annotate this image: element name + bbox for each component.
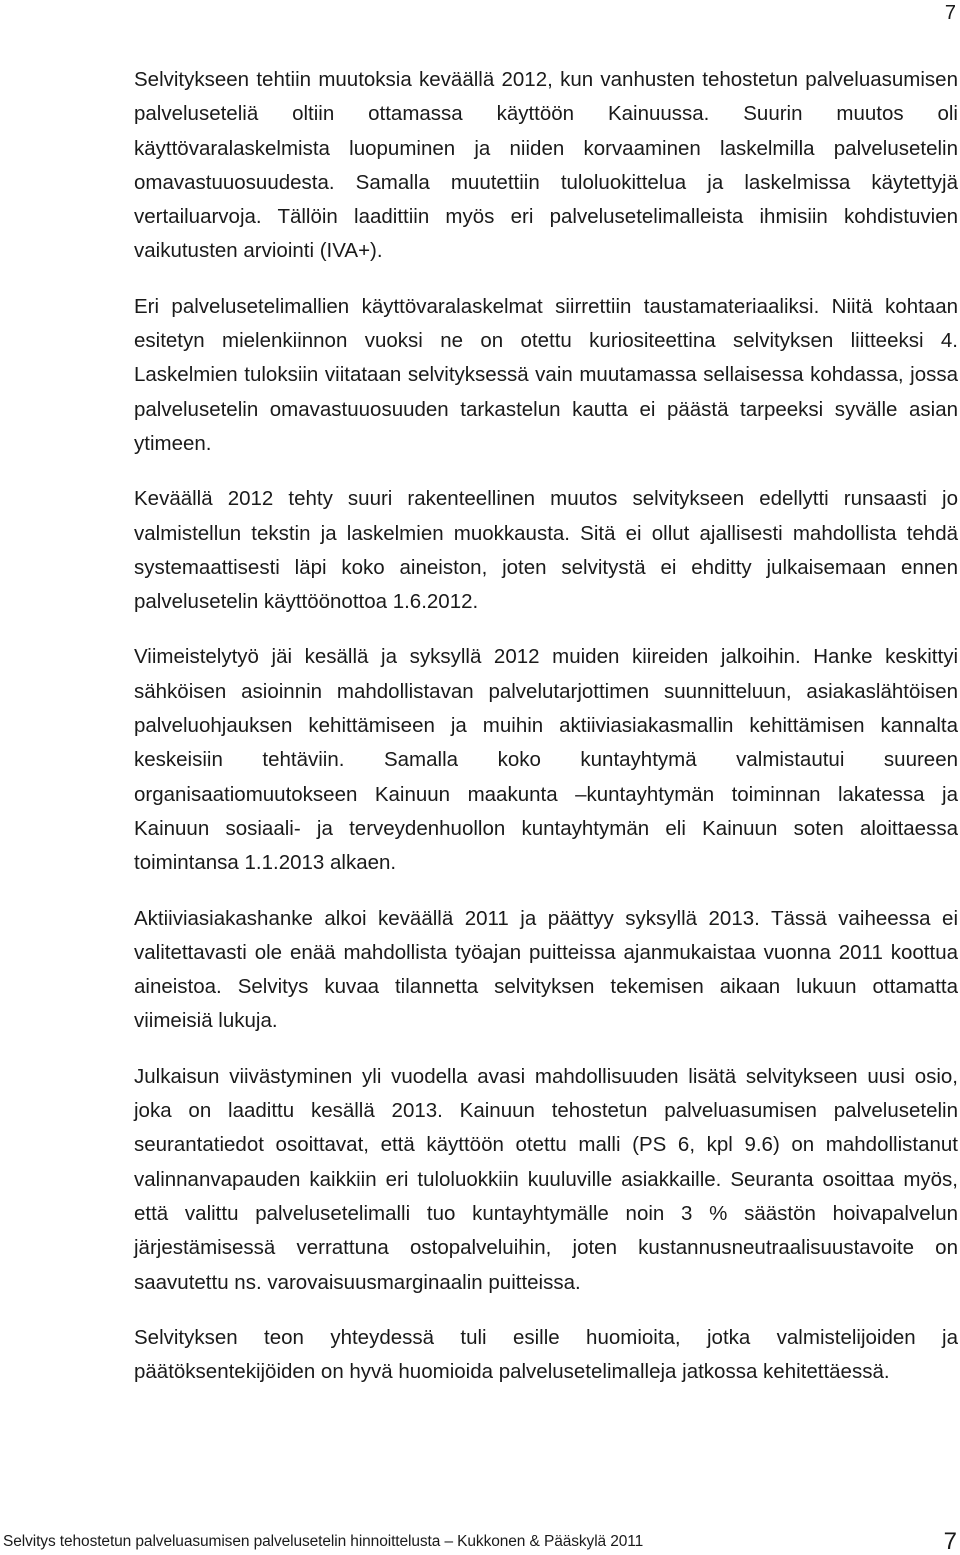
page-footer: [3, 1528, 957, 1555]
footer-citation: Selvitys tehostetun palveluasumisen palvelusetelin hinnoittelusta – Kukkonen & Pääskylä 2011: [3, 1533, 644, 1550]
paragraph-5: Aktiiviasiakashanke alkoi keväällä 2011 ja päättyy syksyllä 2013. Tässä vaiheessa ei valitettavasti ole enää mahdollista työajan puitteissa ajanmukaistaa vuonna 2011 koottua aineistoa. Selvitys kuvaa tilannetta selvityksen tekemisen aikaan lukuun ottamatta viimeisiä lukuja.: [134, 906, 958, 1033]
paragraph-7: Selvityksen teon yhteydessä tuli esille huomioita, jotka valmistelijoiden ja päätöksentekijöiden on hyvä huomioida palvelusetelimalleja jatkossa kehitettäessä.: [134, 1325, 958, 1384]
footer-page-number: 7: [943, 1528, 957, 1555]
paragraph-1: Selvitykseen tehtiin muutoksia keväällä 2012, kun vanhusten tehostetun palveluasumisen palveluseteliä oltiin ottamassa käyttöön Kainuussa. Suurin muutos oli käyttövaralaskelmista luopuminen ja niiden korvaaminen laskelmilla palvelusetelin omavastuuosuudesta. Samalla muutettiin tuloluokittelua ja laskelmissa käytettyjä vertailuarvoja. Tällöin laadittiin myös eri palvelusetelimalleista ihmisiin kohdistuvien vaikutusten arviointi (IVA+).: [134, 68, 958, 263]
paragraph-2: Eri palvelusetelimallien käyttövaralaskelmat siirrettiin taustamateriaaliksi. Niitä kohtaan esitetyn mielenkiinnon vuoksi ne on otettu kuriositeettina selvityksen liitteeksi 4. Laskelmien tuloksiin viitataan selvityksessä vain muutamassa sellaisessa kohdassa, jossa palvelusetelin omavastuuosuuden tarkastelun kautta ei päästä tarpeeksi syvälle asian ytimeen.: [134, 294, 958, 455]
page-number-top: 7: [944, 2, 956, 24]
paragraph-6: Julkaisun viivästyminen yli vuodella avasi mahdollisuuden lisätä selvitykseen uusi osio, joka on laadittu kesällä 2013. Kainuun tehostetun palveluasumisen palvelusetelin seurantatiedot osoittavat, että käyttöön otettu malli (PS 6, kpl 9.6) on mahdollistanut valinnanvapauden kaikkiin eri tuloluokkiin kuuluville asiakkaille. Seuranta osoittaa myös, että valittu palvelusetelimalli tuo kuntayhtymälle noin 3 % säästön hoivapalvelun järjestämisessä verrattuna ostopalveluihin, joten kustannusneutraalisuustavoite on saavutettu ns. varovaisuusmarginaalin puitteissa.: [134, 1064, 958, 1294]
document-body: [134, 63, 958, 1410]
paragraph-3: Keväällä 2012 tehty suuri rakenteellinen muutos selvitykseen edellytti runsaasti jo valmistellun tekstin ja laskelmien muokkausta. Sitä ei ollut ajallisesti mahdollista tehdä systemaattisesti läpi koko aineiston, joten selvitystä ei ehditty julkaisemaan ennen palvelusetelin käyttöönottoa 1.6.2012.: [134, 487, 958, 614]
paragraph-4: Viimeistelytyö jäi kesällä ja syksyllä 2012 muiden kiireiden jalkoihin. Hanke keskittyi sähköisen asioinnin mahdollistavan palvelutarjottimen suunnitteluun, asiakaslähtöisen palveluohjauksen kehittämiseen ja muihin aktiiviasiakasmallin kehittämisen kannalta keskeisiin tehtäviin. Samalla koko kuntayhtymä valmistautui suureen organisaatiomuutokseen Kainuun maakunta –kuntayhtymän toiminnan lakatessa ja Kainuun sosiaali- ja terveydenhuollon kuntayhtymän eli Kainuun soten aloittaessa toimintansa 1.1.2013 alkaen.: [134, 645, 958, 875]
